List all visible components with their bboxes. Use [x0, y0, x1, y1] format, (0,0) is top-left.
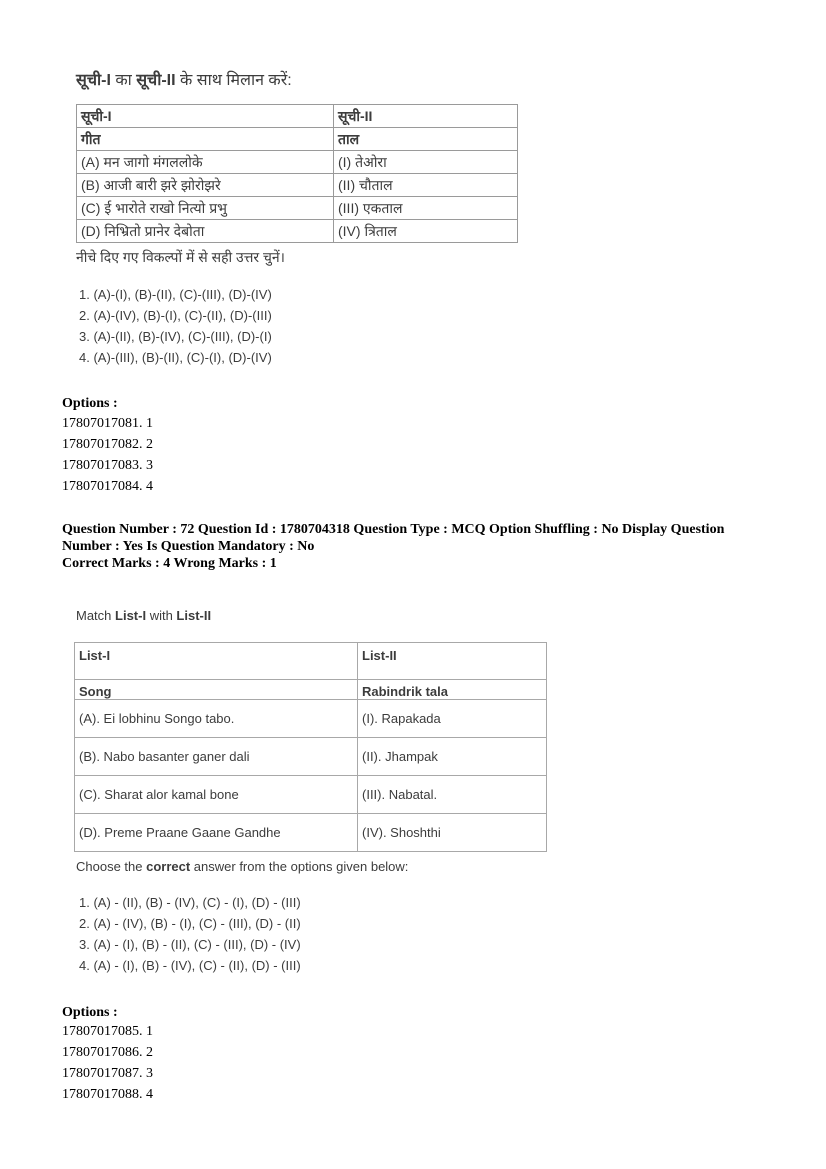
table-row	[77, 174, 518, 197]
q72-answer-choices	[79, 892, 301, 976]
option-id-line: 17807017086. 2	[62, 1045, 153, 1060]
table-subheader-row	[77, 128, 518, 151]
table-row	[77, 197, 518, 220]
table-row	[77, 151, 518, 174]
option-id-line: 17807017088. 4	[62, 1087, 153, 1102]
list-subheading: Rabindrik tala	[362, 684, 448, 699]
table-cell: (II). Jhampak	[358, 738, 547, 776]
table-cell: (I) तेओरा	[334, 151, 518, 174]
q72-instr-text-b: with	[146, 608, 177, 623]
q72-list2-label: List-II	[176, 608, 212, 623]
table-cell: (D). Preme Praane Gaane Gandhe	[75, 814, 358, 852]
answer-choice: 1. (A)-(I), (B)-(II), (C)-(III), (D)-(IV)	[79, 287, 272, 302]
table-header-cell	[75, 643, 358, 700]
table-header-row	[75, 643, 547, 700]
table-cell: (A). Ei lobhinu Songo tabo.	[75, 700, 358, 738]
q72-match-table	[74, 642, 547, 852]
q71-instruction	[76, 68, 292, 90]
q72-instruction	[76, 608, 211, 623]
meta-line: Question Number : 72 Question Id : 1780704318 Question Type : MCQ Option Shuffling : No Display Question	[62, 522, 725, 537]
table-row	[75, 776, 547, 814]
q71-instr-text-b: के साथ मिलान करें:	[175, 72, 292, 89]
table-cell: (IV) त्रिताल	[334, 220, 518, 243]
q72-choose-text-b: answer from the options given below:	[190, 859, 409, 874]
answer-choice: 2. (A)-(IV), (B)-(I), (C)-(II), (D)-(III)	[79, 308, 272, 323]
q72-question-meta	[62, 521, 762, 572]
answer-choice: 3. (A)-(II), (B)-(IV), (C)-(III), (D)-(I)	[79, 329, 272, 344]
meta-line: Number : Yes Is Question Mandatory : No	[62, 539, 315, 554]
table-header-cell: सूची-I	[77, 105, 334, 128]
q71-option-ids	[62, 413, 153, 497]
list-heading: List-I	[75, 643, 357, 680]
table-row	[75, 814, 547, 852]
table-cell: (A) मन जागो मंगललोके	[77, 151, 334, 174]
table-row	[75, 700, 547, 738]
table-subheader-cell: गीत	[77, 128, 334, 151]
option-id-line: 17807017085. 1	[62, 1024, 153, 1039]
q72-options-label: Options :	[62, 1005, 118, 1020]
table-cell: (IV). Shoshthi	[358, 814, 547, 852]
answer-choice: 4. (A) - (I), (B) - (IV), (C) - (II), (D) - (III)	[79, 958, 301, 973]
table-cell: (D) निभ्रितो प्रानेर देबोता	[77, 220, 334, 243]
list-heading: List-II	[358, 643, 546, 680]
option-id-line: 17807017082. 2	[62, 437, 153, 452]
option-id-line: 17807017084. 4	[62, 479, 153, 494]
q72-instr-text-a: Match	[76, 608, 116, 623]
option-id-line: 17807017081. 1	[62, 416, 153, 431]
marks-line: Correct Marks : 4 Wrong Marks : 1	[62, 556, 277, 571]
table-header-cell	[358, 643, 547, 700]
table-cell: (B). Nabo basanter ganer dali	[75, 738, 358, 776]
table-cell: (C). Sharat alor kamal bone	[75, 776, 358, 814]
q72-choose-bold: correct	[146, 859, 191, 874]
answer-choice: 4. (A)-(III), (B)-(II), (C)-(I), (D)-(IV)	[79, 350, 272, 365]
q72-choose-text	[76, 859, 408, 874]
table-cell: (C) ई भारोते राखो नित्यो प्रभु	[77, 197, 334, 220]
answer-choice: 2. (A) - (IV), (B) - (I), (C) - (III), (D) - (II)	[79, 916, 301, 931]
table-cell: (III) एकताल	[334, 197, 518, 220]
table-header-cell: सूची-II	[334, 105, 518, 128]
option-id-line: 17807017083. 3	[62, 458, 153, 473]
q71-instr-text-a: का	[110, 72, 137, 89]
q71-list2-label: सूची-II	[136, 72, 176, 89]
q72-choose-text-a: Choose the	[76, 859, 147, 874]
table-cell: (B) आजी बारी झरे झोरोझरे	[77, 174, 334, 197]
q72-list1-label: List-I	[115, 608, 147, 623]
table-row	[75, 738, 547, 776]
q71-match-table	[76, 104, 518, 243]
option-id-line: 17807017087. 3	[62, 1066, 153, 1081]
table-cell: (II) चौताल	[334, 174, 518, 197]
list-subheading: Song	[79, 684, 112, 699]
q72-option-ids	[62, 1021, 153, 1105]
table-subheader-cell: ताल	[334, 128, 518, 151]
table-row	[77, 220, 518, 243]
q71-list1-label: सूची-I	[76, 72, 111, 89]
q71-choose-text: नीचे दिए गए विकल्पों में से सही उत्तर चुनें।	[76, 249, 285, 265]
answer-choice: 1. (A) - (II), (B) - (IV), (C) - (I), (D) - (III)	[79, 895, 301, 910]
q71-options-label: Options :	[62, 396, 118, 411]
table-cell: (I). Rapakada	[358, 700, 547, 738]
table-cell: (III). Nabatal.	[358, 776, 547, 814]
q71-answer-choices	[79, 284, 272, 368]
answer-choice: 3. (A) - (I), (B) - (II), (C) - (III), (D) - (IV)	[79, 937, 301, 952]
table-header-row	[77, 105, 518, 128]
